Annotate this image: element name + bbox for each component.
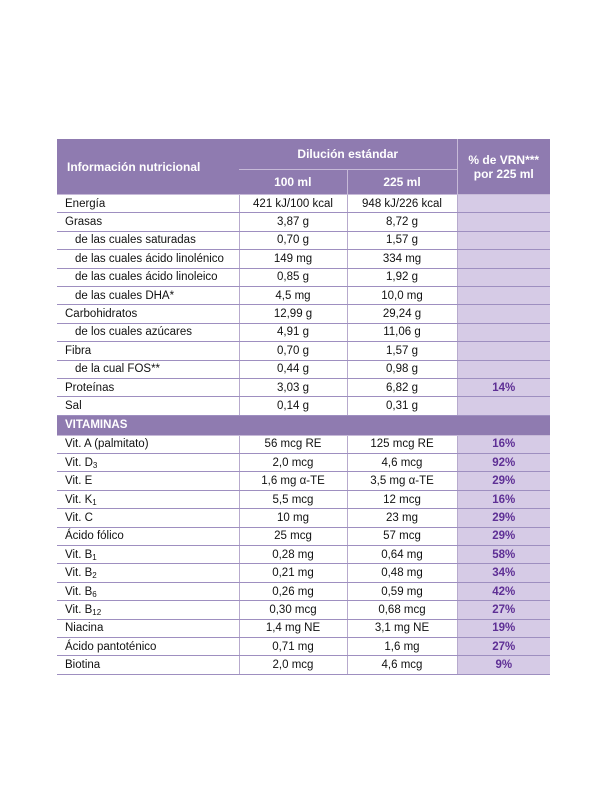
vitamin-label: Ácido pantoténico (57, 637, 239, 655)
vrn-percent (457, 323, 550, 341)
value-100ml: 0,85 g (239, 268, 347, 286)
value-100ml: 421 kJ/100 kcal (239, 195, 347, 213)
vrn-percent: 29% (457, 472, 550, 490)
vitamin-row (57, 454, 550, 472)
nutrient-row (57, 305, 550, 323)
nutrient-row (57, 268, 550, 286)
vitamin-row (57, 527, 550, 545)
vitamin-label (57, 546, 239, 564)
vitamin-label: Ácido fólico (57, 527, 239, 545)
nutrient-row (57, 378, 550, 396)
value-225ml: 1,57 g (347, 342, 457, 360)
vrn-percent: 42% (457, 582, 550, 600)
subscript: 12 (92, 607, 102, 617)
value-100ml: 0,30 mcg (239, 601, 347, 619)
value-225ml: 1,6 mg (347, 637, 457, 655)
value-225ml: 4,6 mcg (347, 656, 457, 674)
value-100ml: 3,03 g (239, 378, 347, 396)
vrn-percent (457, 195, 550, 213)
vrn-percent: 29% (457, 527, 550, 545)
nutrition-table-panel (57, 139, 550, 685)
vitamin-row (57, 637, 550, 655)
col-100ml-header: 100 ml (239, 170, 347, 195)
value-100ml: 2,0 mcg (239, 656, 347, 674)
value-225ml: 6,82 g (347, 378, 457, 396)
vitamin-row (57, 582, 550, 600)
nutrition-table (57, 139, 550, 675)
value-225ml: 23 mg (347, 509, 457, 527)
vitamins-section-row (57, 415, 550, 435)
value-225ml: 0,68 mcg (347, 601, 457, 619)
vrn-percent: 16% (457, 435, 550, 453)
col-225ml-header: 225 ml (347, 170, 457, 195)
value-225ml: 0,98 g (347, 360, 457, 378)
vitamin-label (57, 564, 239, 582)
value-100ml: 0,14 g (239, 397, 347, 415)
value-100ml: 5,5 mcg (239, 490, 347, 508)
value-225ml: 3,1 mg NE (347, 619, 457, 637)
nutrient-label: Carbohidratos (57, 305, 239, 323)
value-100ml: 0,21 mg (239, 564, 347, 582)
vitamin-row (57, 656, 550, 674)
nutrient-label: de las cuales ácido linoleico (57, 268, 239, 286)
vrn-percent: 9% (457, 656, 550, 674)
nutrient-label: Fibra (57, 342, 239, 360)
vitamin-row (57, 472, 550, 490)
nutrient-row (57, 195, 550, 213)
nutrition-info-header: Información nutricional (57, 139, 239, 195)
value-225ml: 1,57 g (347, 231, 457, 249)
nutrient-row (57, 231, 550, 249)
value-225ml: 0,48 mg (347, 564, 457, 582)
nutrient-label: de las cuales DHA* (57, 286, 239, 304)
value-100ml: 25 mcg (239, 527, 347, 545)
standard-dilution-header: Dilución estándar (239, 139, 457, 170)
vitamin-row (57, 546, 550, 564)
nutrient-label: de las cuales ácido linolénico (57, 250, 239, 268)
value-225ml: 0,59 mg (347, 582, 457, 600)
subscript: 1 (92, 497, 97, 507)
vitamin-label (57, 582, 239, 600)
nutrient-row (57, 286, 550, 304)
value-225ml: 1,92 g (347, 268, 457, 286)
nutrient-row (57, 360, 550, 378)
vrn-percent (457, 250, 550, 268)
value-100ml: 0,70 g (239, 342, 347, 360)
vrn-percent: 27% (457, 637, 550, 655)
vrn-percent (457, 286, 550, 304)
vrn-percent: 14% (457, 378, 550, 396)
nutrient-label: Grasas (57, 213, 239, 231)
vitamin-row (57, 564, 550, 582)
vrn-percent: 92% (457, 454, 550, 472)
label-text: Vit. B (65, 585, 93, 598)
vitamin-label: Biotina (57, 656, 239, 674)
subscript: 3 (92, 460, 98, 470)
value-100ml: 12,99 g (239, 305, 347, 323)
value-225ml: 4,6 mcg (347, 454, 457, 472)
vitamins-section-title: VITAMINAS (57, 415, 550, 435)
vrn-percent: 58% (457, 546, 550, 564)
vitamin-label (57, 601, 239, 619)
label-text: Vit. K (65, 493, 93, 506)
value-225ml: 948 kJ/226 kcal (347, 195, 457, 213)
value-100ml: 56 mcg RE (239, 435, 347, 453)
nutrient-label: Sal (57, 397, 239, 415)
nutrition-table-body (57, 195, 550, 675)
value-100ml: 10 mg (239, 509, 347, 527)
value-100ml: 4,5 mg (239, 286, 347, 304)
value-225ml: 10,0 mg (347, 286, 457, 304)
value-225ml: 125 mcg RE (347, 435, 457, 453)
vrn-percent (457, 268, 550, 286)
value-100ml: 1,4 mg NE (239, 619, 347, 637)
vrn-header (457, 139, 550, 195)
label-text: Vit. B (65, 548, 93, 561)
vitamin-label: Vit. E (57, 472, 239, 490)
nutrient-row (57, 213, 550, 231)
nutrient-label: Energía (57, 195, 239, 213)
vrn-percent (457, 231, 550, 249)
value-100ml: 149 mg (239, 250, 347, 268)
vrn-percent: 34% (457, 564, 550, 582)
value-225ml: 3,5 mg α-TE (347, 472, 457, 490)
nutrient-row (57, 342, 550, 360)
nutrient-label: de la cual FOS** (57, 360, 239, 378)
vrn-percent: 27% (457, 601, 550, 619)
value-100ml: 0,26 mg (239, 582, 347, 600)
vitamin-row (57, 509, 550, 527)
value-100ml: 3,87 g (239, 213, 347, 231)
vrn-header-line1: % de VRN*** (468, 152, 540, 167)
label-text: Vit. B (65, 567, 93, 580)
vitamin-row (57, 490, 550, 508)
vrn-percent (457, 213, 550, 231)
value-225ml: 0,64 mg (347, 546, 457, 564)
vitamin-label (57, 454, 239, 472)
vitamin-row (57, 435, 550, 453)
value-225ml: 12 mcg (347, 490, 457, 508)
vrn-percent (457, 397, 550, 415)
vrn-percent (457, 360, 550, 378)
value-100ml: 0,44 g (239, 360, 347, 378)
vrn-percent: 16% (457, 490, 550, 508)
nutrient-row (57, 250, 550, 268)
vrn-percent (457, 342, 550, 360)
value-225ml: 29,24 g (347, 305, 457, 323)
nutrient-label: de los cuales azúcares (57, 323, 239, 341)
value-100ml: 2,0 mcg (239, 454, 347, 472)
value-225ml: 0,31 g (347, 397, 457, 415)
vitamin-label: Vit. C (57, 509, 239, 527)
value-100ml: 0,70 g (239, 231, 347, 249)
vrn-header-line2: por 225 ml (473, 166, 534, 181)
nutrient-row (57, 397, 550, 415)
vrn-percent (457, 305, 550, 323)
label-text: Vit. B (65, 603, 93, 616)
nutrient-label: de las cuales saturadas (57, 231, 239, 249)
value-100ml: 0,28 mg (239, 546, 347, 564)
vitamin-row (57, 601, 550, 619)
value-225ml: 334 mg (347, 250, 457, 268)
value-225ml: 8,72 g (347, 213, 457, 231)
subscript: 6 (92, 589, 97, 599)
value-100ml: 4,91 g (239, 323, 347, 341)
subscript: 2 (92, 571, 97, 581)
vitamin-label: Niacina (57, 619, 239, 637)
value-100ml: 0,71 mg (239, 637, 347, 655)
vrn-percent: 19% (457, 619, 550, 637)
nutrient-label: Proteínas (57, 378, 239, 396)
vitamin-label (57, 490, 239, 508)
value-100ml: 1,6 mg α-TE (239, 472, 347, 490)
nutrient-row (57, 323, 550, 341)
vitamin-row (57, 619, 550, 637)
label-text: Vit. D (65, 456, 93, 469)
vitamin-label: Vit. A (palmitato) (57, 435, 239, 453)
value-225ml: 11,06 g (347, 323, 457, 341)
vrn-percent: 29% (457, 509, 550, 527)
subscript: 1 (92, 552, 97, 562)
value-225ml: 57 mcg (347, 527, 457, 545)
